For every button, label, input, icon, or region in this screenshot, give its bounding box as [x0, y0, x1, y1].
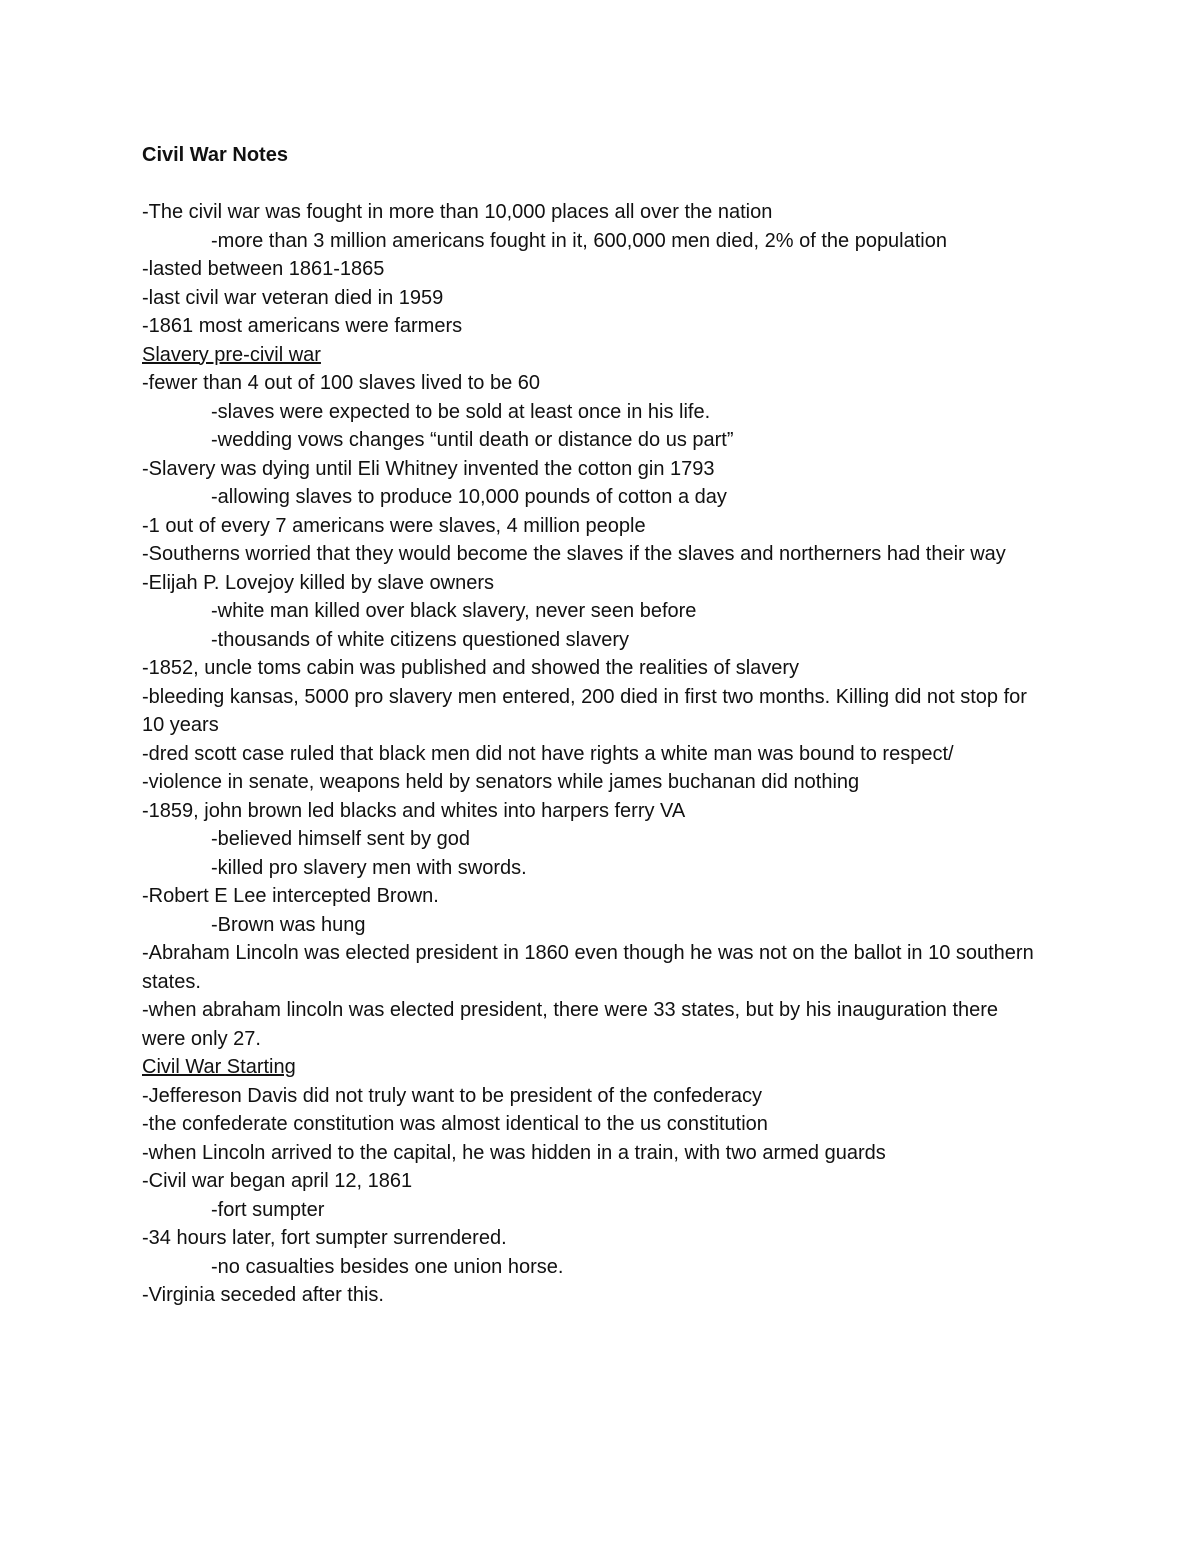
- sub-note-line: -allowing slaves to produce 10,000 pounds of cotton a day: [211, 486, 727, 508]
- note-line: -bleeding kansas, 5000 pro slavery men entered, 200 died in first two months. Killing did not stop for 10 years: [142, 685, 1033, 736]
- sub-note-line: -slaves were expected to be sold at least once in his life.: [211, 400, 711, 423]
- sub-note-line: -fort sumpter: [211, 1198, 325, 1221]
- note-line: -lasted between 1861-1865: [142, 258, 385, 280]
- note-line: -violence in senate, weapons held by senators while james buchanan did nothing: [142, 771, 860, 793]
- note-line: -Elijah P. Lovejoy killed by slave owners: [142, 571, 495, 594]
- note-line: -The civil war was fought in more than 10,000 places all over the nation: [142, 201, 773, 223]
- note-line: -fewer than 4 out of 100 slaves lived to be 60: [142, 372, 541, 394]
- sub-note-line: -killed pro slavery men with swords.: [211, 856, 527, 879]
- note-line: -Jeffereson Davis did not truly want to be president of the confederacy: [142, 1084, 762, 1107]
- sub-note-line: -Brown was hung: [211, 913, 366, 936]
- notes-list: [142, 170, 1042, 1310]
- document-body: [142, 141, 1042, 1310]
- sub-note-line: -wedding vows changes “until death or distance do us part”: [211, 429, 734, 451]
- section-heading: Civil War Starting: [142, 1056, 296, 1078]
- sub-note-line: -thousands of white citizens questioned slavery: [211, 628, 630, 651]
- note-line: -last civil war veteran died in 1959: [142, 286, 444, 309]
- note-line: -Civil war began april 12, 1861: [142, 1170, 413, 1192]
- note-line: -when Lincoln arrived to the capital, he was hidden in a train, with two armed guards: [142, 1141, 886, 1164]
- sub-note-line: -no casualties besides one union horse.: [211, 1255, 564, 1278]
- note-line: -Abraham Lincoln was elected president in 1860 even though he was not on the ballot in 10 southern states.: [142, 942, 1040, 993]
- note-line: -Slavery was dying until Eli Whitney invented the cotton gin 1793: [142, 457, 715, 480]
- note-line: -the confederate constitution was almost identical to the us constitution: [142, 1113, 768, 1135]
- note-line: -1861 most americans were farmers: [142, 315, 463, 337]
- sub-note-line: -believed himself sent by god: [211, 828, 471, 850]
- section-heading: Slavery pre-civil war: [142, 343, 321, 366]
- note-line: -Southerns worried that they would become the slaves if the slaves and northerners had their way: [142, 543, 1006, 565]
- note-line: -34 hours later, fort sumpter surrendered.: [142, 1227, 507, 1249]
- note-line: -Robert E Lee intercepted Brown.: [142, 885, 439, 907]
- sub-note-line: -more than 3 million americans fought in it, 600,000 men died, 2% of the population: [211, 229, 947, 252]
- document-title: Civil War Notes: [142, 144, 288, 166]
- note-line: -Virginia seceded after this.: [142, 1284, 384, 1306]
- sub-note-line: -white man killed over black slavery, never seen before: [211, 600, 697, 622]
- note-line: -1852, uncle toms cabin was published and showed the realities of slavery: [142, 657, 800, 679]
- note-line: -when abraham lincoln was elected president, there were 33 states, but by his inauguration there were only 27.: [142, 999, 1004, 1050]
- note-line: -dred scott case ruled that black men did not have rights a white man was bound to respect/: [142, 742, 954, 765]
- blank-line: [142, 170, 1042, 199]
- note-line: -1 out of every 7 americans were slaves, 4 million people: [142, 514, 646, 537]
- note-line: -1859, john brown led blacks and whites into harpers ferry VA: [142, 799, 686, 822]
